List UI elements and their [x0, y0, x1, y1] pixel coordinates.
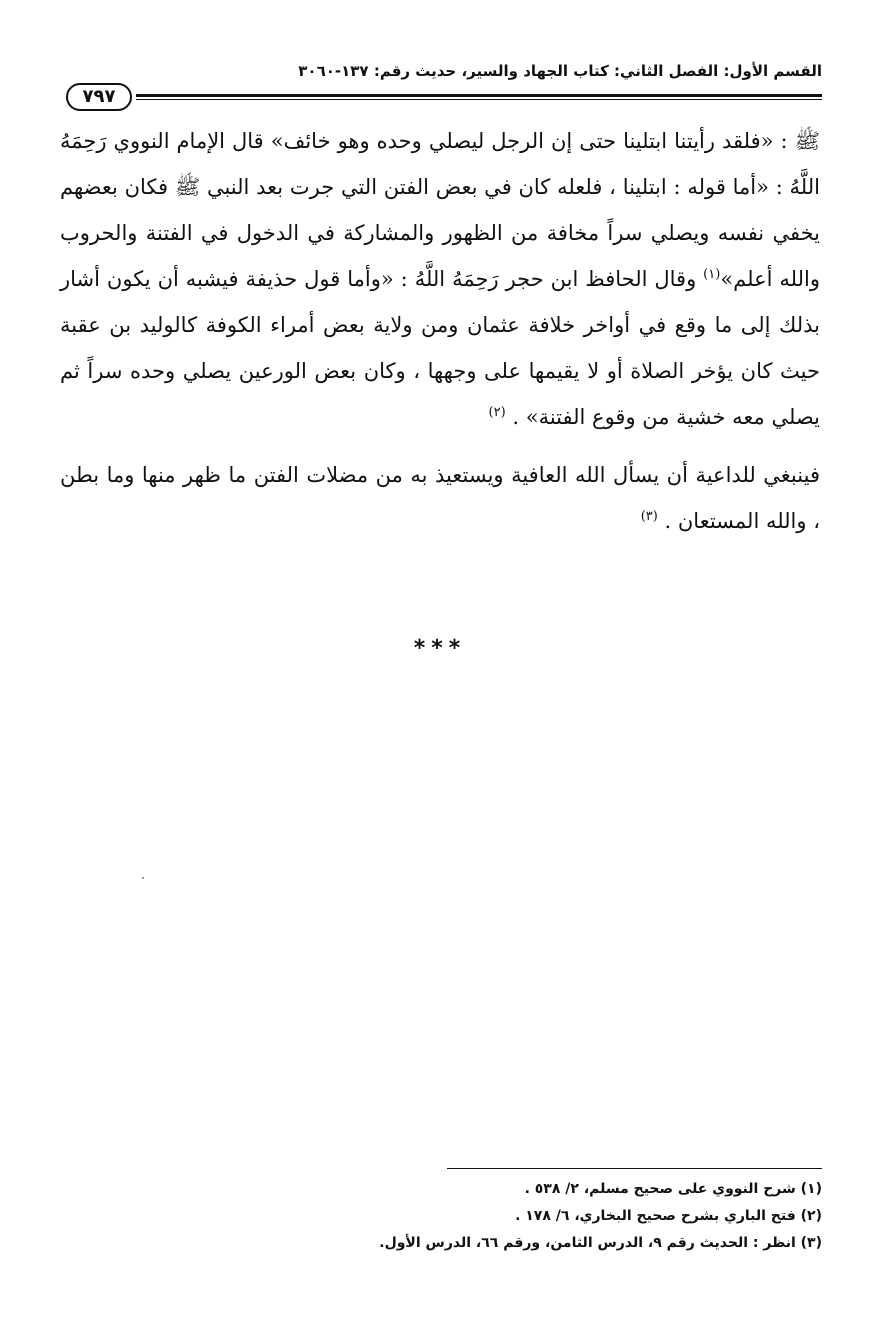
header-rule — [136, 94, 822, 97]
paragraph-2-text: فينبغي للداعية أن يسأل الله العافية ويستعيذ به من مضلات الفتن ما ظهر منها وما بطن ، والله المستعان . — [60, 463, 820, 533]
footnote-3: (٣) انظر : الحديث رقم ٩، الدرس الثامن، ورقم ٦٦، الدرس الأول. — [379, 1235, 822, 1251]
footnote-2: (٢) فتح الباري بشرح صحيح البخاري، ٦/ ١٧٨ . — [515, 1208, 822, 1224]
footnotes — [102, 1176, 822, 1257]
footnote-marker-1: (١) — [703, 267, 721, 282]
main-text — [60, 118, 820, 544]
footnote-marker-2: (٢) — [488, 405, 506, 420]
footnote-rule — [447, 1168, 822, 1169]
footnote-1: (١) شرح النووي على صحيح مسلم، ٢/ ٥٣٨ . — [524, 1181, 822, 1197]
page-number: ٧٩٧ — [66, 83, 132, 111]
print-speck — [142, 877, 144, 879]
paragraph-1-text-b: وقال الحافظ ابن حجر رَحِمَهُ اللَّهُ : «وأما قول حذيفة فيشبه أن يكون أشار بذلك إلى ما وقع في أواخر خلافة عثمان ومن ولاية بعض أمراء الكوفة كالوليد بن عقبة حيث كان يؤخر الصلاة أو لا يقيمها على وجهها ، وكان بعض الورعين يصلي وحده سراً ثم يصلي معه خشية من وقوع الفتنة» . — [60, 267, 820, 429]
section-divider: *** — [413, 636, 467, 661]
paragraph-1 — [60, 118, 820, 440]
paragraph-1-text-a: ﷺ : «فلقد رأيتنا ابتلينا حتى إن الرجل ليصلي وحده وهو خائف» قال الإمام النووي رَحِمَهُ اللَّهُ : «أما قوله : ابتلينا ، فلعله كان في بعض الفتن التي جرت بعد النبي ﷺ فكان بعضهم يخفي نفسه ويصلي سراً مخافة من الظهور والمشاركة في الدخول في الفتنة والحروب والله أعلم» — [60, 129, 820, 291]
footnote-marker-3: (٣) — [640, 509, 658, 524]
paragraph-2 — [60, 452, 820, 544]
running-header: القسم الأول: الفصل الثاني: كتاب الجهاد والسير، حديث رقم: ١٣٧-٣٠٦٠ — [298, 62, 822, 80]
header-rule-thin — [136, 99, 822, 100]
